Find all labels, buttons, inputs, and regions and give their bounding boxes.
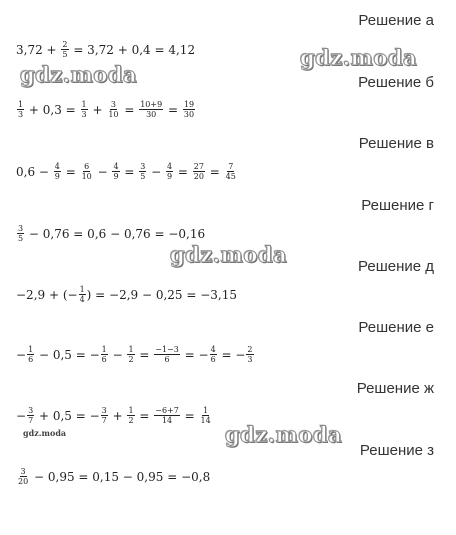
numerator: 27 bbox=[193, 162, 204, 171]
fraction bbox=[17, 467, 29, 486]
formula-b bbox=[16, 100, 196, 119]
heading-d: Решение д bbox=[358, 258, 434, 275]
numerator: 2 bbox=[62, 40, 68, 49]
watermark: gdz.moda bbox=[170, 242, 288, 267]
heading-e: Решение е bbox=[358, 319, 434, 336]
denominator: 9 bbox=[54, 172, 60, 181]
denominator: 10 bbox=[108, 110, 119, 119]
numerator: 1 bbox=[28, 345, 34, 354]
denominator: 30 bbox=[146, 110, 157, 119]
formula-text: − 0,5 = − bbox=[35, 347, 100, 362]
formula-d bbox=[16, 285, 237, 304]
numerator: 10+9 bbox=[140, 100, 163, 109]
formula-e bbox=[16, 345, 255, 364]
denominator: 14 bbox=[161, 416, 173, 425]
denominator: 4 bbox=[79, 295, 85, 304]
denominator: 9 bbox=[113, 172, 119, 181]
formula-a bbox=[16, 40, 195, 59]
denominator: 10 bbox=[81, 172, 92, 181]
heading-v: Решение в bbox=[358, 135, 434, 152]
numerator: 1 bbox=[128, 345, 134, 354]
fraction bbox=[79, 285, 86, 304]
heading-g: Решение г bbox=[361, 197, 434, 214]
heading-a: Решение а bbox=[358, 12, 434, 29]
denominator: 7 bbox=[101, 416, 107, 425]
fraction bbox=[246, 345, 253, 364]
fraction bbox=[139, 162, 146, 181]
denominator: 3 bbox=[81, 110, 87, 119]
numerator: 1 bbox=[79, 285, 85, 294]
formula-text: −2,9 + (− bbox=[16, 287, 78, 302]
formula-text: − bbox=[93, 164, 112, 179]
numerator: 3 bbox=[20, 467, 26, 476]
numerator: 1 bbox=[81, 100, 87, 109]
formula-text: = bbox=[180, 408, 199, 423]
formula-text: + bbox=[108, 408, 127, 423]
formula-text: = − bbox=[180, 347, 209, 362]
fraction bbox=[154, 345, 180, 364]
denominator: 7 bbox=[28, 416, 34, 425]
numerator: 19 bbox=[183, 100, 195, 109]
fraction bbox=[27, 345, 34, 364]
numerator: 3 bbox=[110, 100, 116, 109]
denominator: 5 bbox=[140, 172, 146, 181]
fraction bbox=[112, 162, 119, 181]
numerator: 2 bbox=[247, 345, 253, 354]
watermark: gdz.moda bbox=[20, 62, 138, 87]
formula-text: = bbox=[61, 164, 80, 179]
denominator: 6 bbox=[210, 355, 216, 364]
fraction bbox=[81, 162, 93, 181]
formula-text: = bbox=[174, 164, 192, 179]
formula-text: ) = −2,9 − 0,25 = −3,15 bbox=[86, 287, 238, 302]
formula-text: − bbox=[16, 347, 27, 362]
fraction bbox=[54, 162, 61, 181]
numerator: 3 bbox=[101, 406, 107, 415]
fraction bbox=[81, 100, 88, 119]
numerator: 3 bbox=[18, 224, 24, 233]
formula-text: = bbox=[135, 347, 154, 362]
denominator: 2 bbox=[128, 355, 134, 364]
formula-g bbox=[16, 224, 205, 243]
numerator: −6+7 bbox=[155, 406, 179, 415]
numerator: 1 bbox=[128, 406, 134, 415]
denominator: 9 bbox=[167, 172, 173, 181]
denominator: 3 bbox=[247, 355, 253, 364]
denominator: 5 bbox=[18, 234, 24, 243]
numerator: 7 bbox=[228, 162, 234, 171]
watermark: gdz.moda bbox=[225, 422, 343, 447]
numerator: 4 bbox=[210, 345, 216, 354]
denominator: 45 bbox=[225, 172, 236, 181]
formula-text: + 0,5 = − bbox=[35, 408, 100, 423]
denominator: 6 bbox=[28, 355, 34, 364]
numerator: 1 bbox=[203, 406, 209, 415]
denominator: 30 bbox=[183, 110, 195, 119]
watermark: gdz.moda bbox=[300, 45, 418, 70]
denominator: 5 bbox=[62, 50, 68, 59]
numerator: 4 bbox=[167, 162, 173, 171]
formula-text: 0,6 − bbox=[16, 164, 53, 179]
formula-text: = bbox=[120, 164, 139, 179]
fraction bbox=[154, 406, 180, 425]
formula-text: + 0,3 = bbox=[25, 102, 80, 117]
heading-z: Решение з bbox=[359, 442, 434, 459]
formula-v bbox=[16, 162, 238, 181]
fraction bbox=[225, 162, 237, 181]
fraction bbox=[127, 345, 134, 364]
fraction bbox=[183, 100, 195, 119]
fraction bbox=[17, 100, 24, 119]
numerator: 4 bbox=[54, 162, 60, 171]
formula-text: − bbox=[108, 347, 127, 362]
formula-text: = bbox=[135, 408, 154, 423]
numerator: 1 bbox=[101, 345, 107, 354]
denominator: 6 bbox=[164, 355, 170, 364]
denominator: 14 bbox=[200, 416, 211, 425]
numerator: 3 bbox=[28, 406, 34, 415]
fraction bbox=[200, 406, 212, 425]
formula-text: = bbox=[120, 102, 139, 117]
formula-text: − bbox=[16, 408, 27, 423]
formula-zh bbox=[16, 406, 213, 425]
fraction bbox=[27, 406, 34, 425]
fraction bbox=[193, 162, 205, 181]
fraction bbox=[210, 345, 217, 364]
formula-text: = − bbox=[217, 347, 246, 362]
formula-text: 3,72 + bbox=[16, 42, 61, 57]
formula-text: − bbox=[147, 164, 165, 179]
heading-zh: Решение ж bbox=[356, 380, 434, 397]
numerator: 6 bbox=[84, 162, 90, 171]
denominator: 20 bbox=[18, 477, 29, 486]
formula-text: + bbox=[88, 102, 107, 117]
fraction bbox=[101, 406, 108, 425]
fraction bbox=[166, 162, 173, 181]
denominator: 6 bbox=[101, 355, 107, 364]
formula-text: = 3,72 + 0,4 = 4,12 bbox=[69, 42, 196, 57]
denominator: 3 bbox=[18, 110, 24, 119]
formula-text: − 0,95 = 0,15 − 0,95 = −0,8 bbox=[30, 469, 211, 484]
formula-text: − 0,76 = 0,6 − 0,76 = −0,16 bbox=[25, 226, 206, 241]
fraction bbox=[127, 406, 134, 425]
heading-b: Решение б bbox=[358, 74, 434, 91]
numerator: 4 bbox=[113, 162, 119, 171]
fraction bbox=[61, 40, 68, 59]
numerator: 3 bbox=[140, 162, 146, 171]
formula-text: = bbox=[164, 102, 182, 117]
numerator: 1 bbox=[18, 100, 24, 109]
numerator: −1−3 bbox=[155, 345, 179, 354]
denominator: 2 bbox=[128, 416, 134, 425]
formula-z bbox=[16, 467, 210, 486]
fraction bbox=[107, 100, 119, 119]
fraction bbox=[17, 224, 24, 243]
formula-text: = bbox=[205, 164, 224, 179]
fraction bbox=[101, 345, 108, 364]
denominator: 20 bbox=[193, 172, 204, 181]
fraction bbox=[139, 100, 163, 119]
watermark-small: gdz.moda bbox=[23, 428, 67, 438]
